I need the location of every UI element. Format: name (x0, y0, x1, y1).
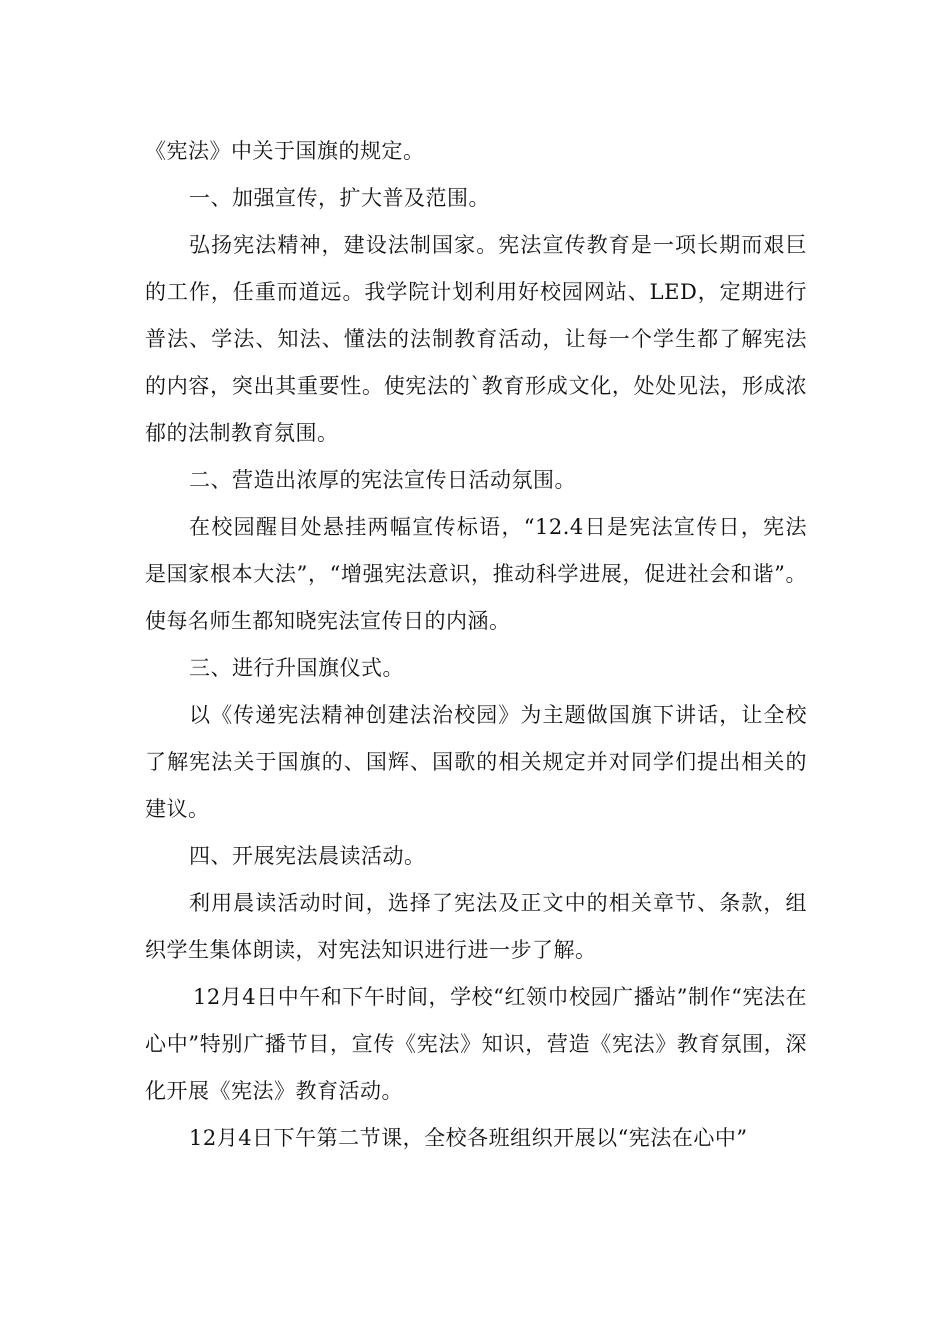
paragraph-5: 12月4日中午和下午时间，学校“红领巾校园广播站”制作“宪法在心中”特别广播节目，宣传《宪法》知识，营造《宪法》教育氛围，深化开展《宪法》教育活动。 (145, 985, 807, 1103)
document-body (145, 128, 807, 1162)
paragraph-3: 以《传递宪法精神创建法治校园》为主题做国旗下讲话，让全校了解宪法关于国旗的、国辉、国歌的相关规定并对同学们提出相关的建议。 (145, 703, 807, 821)
paragraph-2: 在校园醒目处悬挂两幅宣传标语，“12.4日是宪法宣传日，宪法是国家根本大法”，“增强宪法意识，推动科学进展，促进社会和谐”。使每名师生都知晓宪法宣传日的内涵。 (145, 515, 807, 633)
section-heading-3: 三、进行升国旗仪式。 (189, 656, 404, 680)
section-heading-2: 二、营造出浓厚的宪法宣传日活动氛围。 (189, 468, 576, 492)
paragraph-continuation: 《宪法》中关于国旗的规定。 (145, 139, 425, 163)
section-heading-1: 一、加强宣传，扩大普及范围。 (189, 186, 490, 210)
paragraph-1: 弘扬宪法精神，建设法制国家。宪法宣传教育是一项长期而艰巨的工作，任重而道远。我学院计划利用好校园网站、LED，定期进行普法、学法、知法、懂法的法制教育活动，让每一个学生都了解宪法的内容，突出其重要性。使宪法的`教育形成文化，处处见法，形成浓郁的法制教育氛围。 (145, 233, 807, 445)
paragraph-4: 利用晨读活动时间，选择了宪法及正文中的相关章节、条款，组织学生集体朗读，对宪法知识进行进一步了解。 (145, 891, 807, 962)
paragraph-6: 12月4日下午第二节课，全校各班组织开展以“宪法在心中” (189, 1126, 748, 1150)
section-heading-4: 四、开展宪法晨读活动。 (189, 844, 426, 868)
